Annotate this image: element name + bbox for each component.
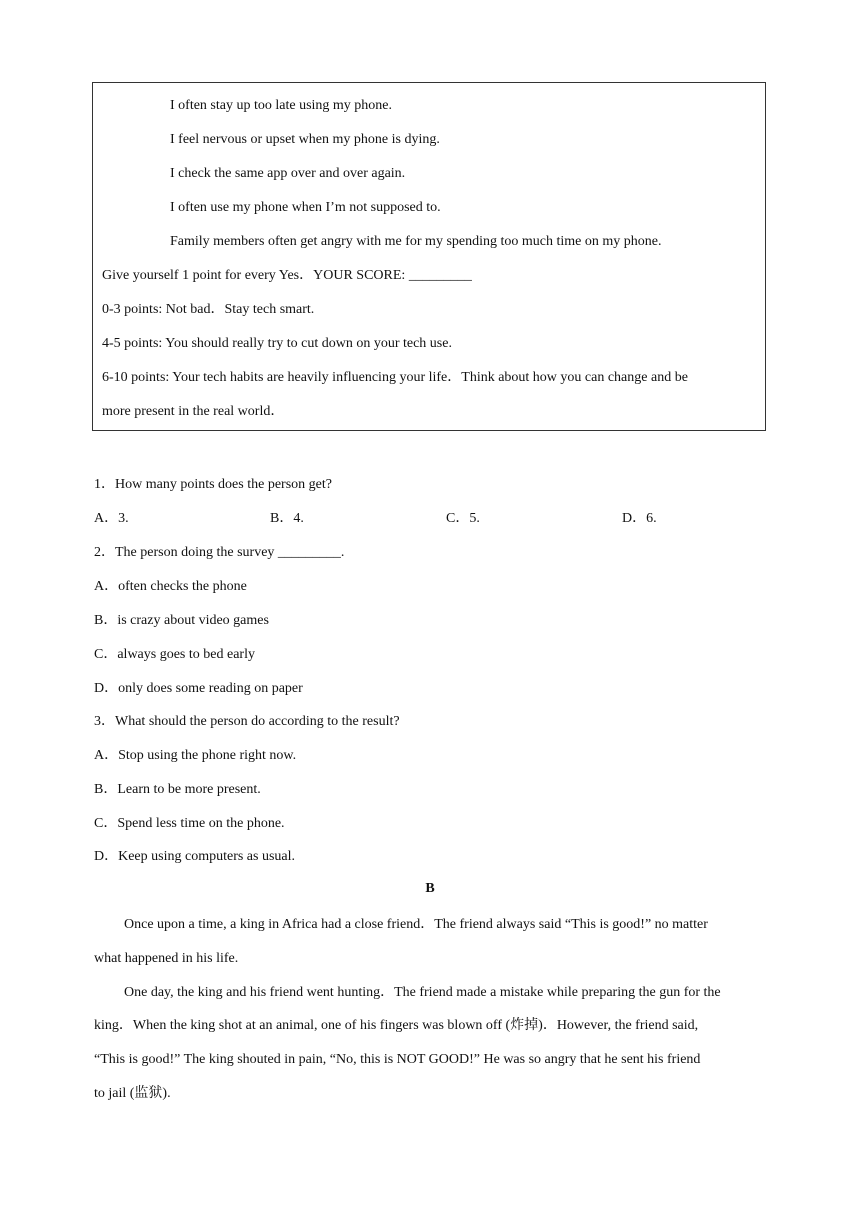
question-1-option-c[interactable]: C．5. bbox=[446, 511, 480, 526]
survey-item: I often use my phone when I’m not supposed to. bbox=[170, 200, 441, 215]
question-3-option-c[interactable]: C．Spend less time on the phone. bbox=[94, 816, 285, 831]
survey-item: I feel nervous or upset when my phone is dying. bbox=[170, 132, 440, 147]
passage-line: to jail (监狱). bbox=[94, 1086, 171, 1101]
survey-box bbox=[92, 82, 766, 431]
question-1-option-d[interactable]: D．6. bbox=[622, 511, 657, 526]
passage-line: Once upon a time, a king in Africa had a close friend．The friend always said “This is good!” no matter bbox=[124, 917, 708, 932]
passage-line: One day, the king and his friend went hunting．The friend made a mistake while preparing the gun for the bbox=[124, 985, 721, 1000]
question-1-option-b[interactable]: B．4. bbox=[270, 511, 304, 526]
question-2-option-b[interactable]: B．is crazy about video games bbox=[94, 613, 269, 628]
score-instruction: Give yourself 1 point for every Yes．YOUR SCORE: _________ bbox=[102, 268, 472, 283]
survey-item: Family members often get angry with me for my spending too much time on my phone. bbox=[170, 234, 662, 249]
question-3-option-b[interactable]: B．Learn to be more present. bbox=[94, 782, 261, 797]
question-2-stem: 2．The person doing the survey _________. bbox=[94, 545, 345, 560]
section-b-title: B bbox=[425, 881, 435, 896]
question-1-stem: 1．How many points does the person get? bbox=[94, 477, 332, 492]
question-2-option-a[interactable]: A．often checks the phone bbox=[94, 579, 247, 594]
result-range: 0-3 points: Not bad．Stay tech smart. bbox=[102, 302, 315, 317]
question-2-option-d[interactable]: D．only does some reading on paper bbox=[94, 681, 303, 696]
question-3-option-d[interactable]: D．Keep using computers as usual. bbox=[94, 849, 296, 864]
passage-line: king．When the king shot at an animal, one of his fingers was blown off (炸掉)．However, the friend said, bbox=[94, 1018, 699, 1033]
result-range: 6-10 points: Your tech habits are heavily influencing your life．Think about how you can change and be bbox=[102, 370, 688, 385]
survey-item: I often stay up too late using my phone. bbox=[170, 98, 393, 113]
survey-item: I check the same app over and over again. bbox=[170, 166, 406, 181]
question-3-stem: 3．What should the person do according to the result? bbox=[94, 714, 400, 729]
passage-line: what happened in his life. bbox=[94, 951, 239, 966]
question-2-option-c[interactable]: C．always goes to bed early bbox=[94, 647, 255, 662]
result-range: 4-5 points: You should really try to cut down on your tech use. bbox=[102, 336, 452, 351]
question-3-option-a[interactable]: A．Stop using the phone right now. bbox=[94, 748, 297, 763]
result-range-continued: more present in the real world． bbox=[102, 404, 285, 419]
passage-line: “This is good!” The king shouted in pain, “No, this is NOT GOOD!” He was so angry that he sent his friend bbox=[94, 1052, 701, 1067]
question-1-option-a[interactable]: A．3. bbox=[94, 511, 129, 526]
